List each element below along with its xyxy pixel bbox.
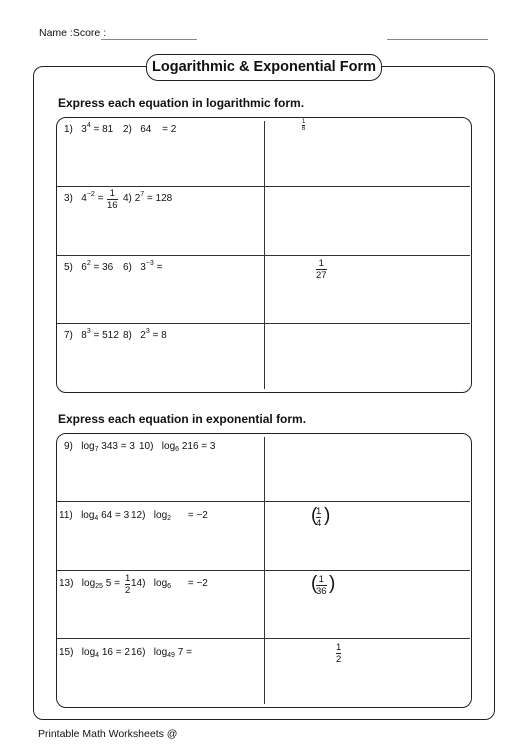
name-label: Name : (39, 27, 73, 39)
problem-13-fraction: $\frac{1}{2}$ (125, 573, 131, 596)
problem-11: 11) $\log_4 64 = 3$ (59, 510, 130, 522)
problem-7: 7) $8^3 = 512$ (64, 328, 119, 341)
row-divider (57, 186, 470, 187)
score-label: Score : (72, 27, 107, 39)
problem-14-paren-right: ) (329, 573, 336, 594)
problem-14: 14) $\log_6 = -2$ (131, 578, 208, 590)
problem-12: 12) $\log_2 = -2$ (131, 510, 208, 522)
problem-12-paren-left: ( (311, 505, 318, 526)
problem-12-paren-right: ) (324, 505, 331, 526)
section-heading-logarithmic: Express each equation in logarithmic form. (58, 96, 305, 110)
problem-5: 5) $6^2 = 36$ (64, 260, 114, 273)
problem-8: 8) $2^3 = 8$ (123, 328, 167, 341)
problem-3-fraction: $\frac{1}{16}$ (107, 188, 118, 211)
row-divider (57, 255, 470, 256)
score-underline[interactable] (387, 39, 488, 40)
name-underline[interactable] (101, 39, 197, 40)
problem-3: 3) $4^{-2}$ = (64, 191, 104, 204)
title-connector-right (380, 66, 408, 67)
footer-text: Printable Math Worksheets @ (38, 728, 178, 740)
problem-4: 4) $2^7 = 128$ (123, 191, 173, 204)
problem-6-fraction: $\frac{1}{27}$ (316, 258, 327, 281)
problem-14-fraction: $\frac{1}{36}$ (316, 574, 327, 597)
problem-15: 15) $\log_4 16 = 2$ (59, 647, 130, 659)
problem-14-paren-left: ( (311, 573, 318, 594)
row-divider (57, 638, 470, 639)
problem-12-fraction: $\frac{1}{4}$ (316, 506, 322, 529)
problem-16-fraction: $\frac{1}{2}$ (336, 642, 342, 665)
section-heading-exponential: Express each equation in exponential form. (58, 412, 307, 426)
problem-16: 16) $\log_{49} 7$ = (131, 647, 192, 659)
row-divider (57, 501, 470, 502)
row-divider (57, 323, 470, 324)
problem-1: 1) $3^4 = 81$ (64, 122, 114, 135)
problem-9: 9) $\log_7 343 = 3$ (64, 441, 135, 453)
problem-13: 13) $\log_{25} 5$ = (59, 578, 120, 590)
row-divider (57, 570, 470, 571)
worksheet-title: Logarithmic & Exponential Form (146, 54, 382, 81)
title-connector-left (120, 66, 148, 67)
problem-2-fraction: $\frac{1}{6}$ (302, 119, 306, 132)
problem-2: 2) 64 = 2 (123, 124, 177, 135)
name-score-line (39, 27, 106, 39)
problem-10: 10) $\log_6 216 = 3$ (139, 441, 216, 453)
problem-6: 6) $3^{-3}$ = (123, 260, 163, 273)
